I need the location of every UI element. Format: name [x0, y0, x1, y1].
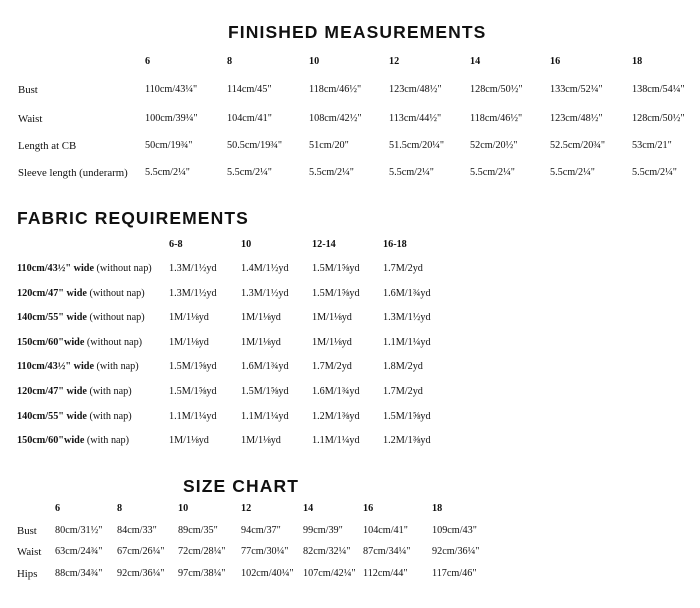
table-cell: 118cm/46½" [309, 84, 362, 95]
table-cell: 50cm/19¾" [145, 140, 193, 151]
size-header: 12-14 [312, 239, 336, 250]
table-cell: 1.3M/1½yd [241, 288, 289, 299]
size-header: 6 [55, 503, 61, 514]
table-cell: 5.5cm/2¼" [550, 167, 595, 178]
table-cell: 107cm/42¼" [303, 568, 356, 579]
table-cell: 92cm/36¼" [432, 546, 480, 557]
nap-note: (without nap) [93, 263, 152, 274]
table-cell: 1.5M/1⅝yd [241, 386, 289, 397]
table-cell: 1.5M/1⅝yd [312, 288, 360, 299]
table-cell: 1M/1⅛yd [241, 435, 281, 446]
nap-note: (without nap) [84, 337, 143, 348]
size-chart-title: SIZE CHART [183, 476, 299, 496]
table-cell: 50.5cm/19¾" [227, 140, 283, 151]
table-cell: 1.3M/1½yd [169, 263, 217, 274]
fabric-requirements-title: FABRIC REQUIREMENTS [17, 208, 249, 228]
table-cell: 109cm/43" [432, 525, 477, 536]
size-header: 10 [241, 239, 252, 250]
table-cell: 118cm/46½" [470, 113, 523, 124]
table-cell: 133cm/52¼" [550, 84, 603, 95]
table-cell: 1.5M/1⅝yd [169, 361, 217, 372]
fabric-label [17, 263, 152, 275]
fabric-label [17, 386, 132, 398]
nap-note: (with nap) [84, 435, 130, 446]
table-cell: 84cm/33" [117, 525, 157, 536]
size-header: 6-8 [169, 239, 183, 250]
table-cell: 114cm/45" [227, 84, 272, 95]
table-cell: 113cm/44½" [389, 113, 442, 124]
table-cell: 67cm/26¼" [117, 546, 165, 557]
size-header: 14 [470, 56, 481, 67]
table-cell: 51.5cm/20¼" [389, 140, 445, 151]
table-cell: 1.6M/1¾yd [383, 288, 431, 299]
size-header: 10 [178, 503, 189, 514]
table-cell: 1.6M/1¾yd [312, 386, 360, 397]
fabric-width: 120cm/47" wide [17, 386, 87, 397]
table-cell: 52.5cm/20¾" [550, 140, 606, 151]
fabric-width: 110cm/43½" wide [17, 361, 94, 372]
table-cell: 92cm/36¼" [117, 568, 165, 579]
size-header: 16-18 [383, 239, 407, 250]
fabric-width: 150cm/60"wide [17, 435, 85, 446]
table-cell: 1.3M/1½yd [383, 312, 431, 323]
table-cell: 112cm/44" [363, 568, 408, 579]
table-cell: 104cm/41" [227, 113, 272, 124]
table-cell: 1.1M/1¼yd [241, 411, 289, 422]
size-header: 16 [363, 503, 374, 514]
fabric-label [17, 435, 129, 447]
fabric-label [17, 288, 145, 300]
table-cell: 1.3M/1½yd [169, 288, 217, 299]
table-cell: 102cm/40¼" [241, 568, 294, 579]
table-cell: 138cm/54¼" [632, 84, 685, 95]
table-cell: 110cm/43¼" [145, 84, 198, 95]
table-cell: 89cm/35" [178, 525, 218, 536]
size-header: 12 [241, 503, 252, 514]
size-header: 18 [632, 56, 643, 67]
nap-note: (with nap) [86, 411, 132, 422]
row-label: Bust [18, 84, 38, 96]
table-cell: 99cm/39" [303, 525, 343, 536]
nap-note: (without nap) [86, 312, 145, 323]
fabric-label [17, 312, 145, 324]
table-cell: 52cm/20½" [470, 140, 518, 151]
row-label: Sleeve length (underarm) [18, 167, 128, 179]
size-header: 14 [303, 503, 314, 514]
row-label: Waist [17, 546, 42, 558]
table-cell: 1M/1⅛yd [169, 337, 209, 348]
table-cell: 51cm/20" [309, 140, 349, 151]
table-cell: 1.2M/1⅜yd [383, 435, 431, 446]
table-cell: 104cm/41" [363, 525, 408, 536]
table-cell: 63cm/24¾" [55, 546, 103, 557]
table-cell: 53cm/21" [632, 140, 672, 151]
table-cell: 123cm/48½" [550, 113, 603, 124]
size-header: 18 [432, 503, 443, 514]
table-cell: 87cm/34¼" [363, 546, 411, 557]
table-cell: 1.1M/1¼yd [312, 435, 360, 446]
table-cell: 80cm/31½" [55, 525, 103, 536]
table-cell: 1.1M/1¼yd [383, 337, 431, 348]
table-cell: 5.5cm/2¼" [227, 167, 272, 178]
size-header: 6 [145, 56, 151, 67]
size-header: 12 [389, 56, 400, 67]
nap-note: (with nap) [86, 386, 132, 397]
fabric-width: 110cm/43½" wide [17, 263, 94, 274]
table-cell: 82cm/32¼" [303, 546, 351, 557]
table-cell: 1.7M/2yd [312, 361, 352, 372]
table-cell: 94cm/37" [241, 525, 281, 536]
table-cell: 1.4M/1½yd [241, 263, 289, 274]
finished-measurements-title: FINISHED MEASUREMENTS [228, 22, 487, 42]
table-cell: 5.5cm/2¼" [470, 167, 515, 178]
nap-note: (without nap) [86, 288, 145, 299]
table-cell: 1.8M/2yd [383, 361, 423, 372]
table-cell: 117cm/46" [432, 568, 477, 579]
table-cell: 5.5cm/2¼" [145, 167, 190, 178]
table-cell: 5.5cm/2¼" [632, 167, 677, 178]
table-cell: 100cm/39¼" [145, 113, 198, 124]
size-header: 8 [117, 503, 123, 514]
table-cell: 1.6M/1¾yd [241, 361, 289, 372]
table-cell: 1M/1⅛yd [241, 312, 281, 323]
table-cell: 128cm/50½" [470, 84, 523, 95]
table-cell: 1.5M/1⅝yd [169, 386, 217, 397]
table-cell: 1.7M/2yd [383, 386, 423, 397]
table-cell: 97cm/38¼" [178, 568, 226, 579]
size-header: 10 [309, 56, 320, 67]
fabric-label [17, 411, 132, 423]
fabric-label [17, 361, 139, 373]
fabric-width: 120cm/47" wide [17, 288, 87, 299]
table-cell: 1.5M/1⅝yd [312, 263, 360, 274]
table-cell: 1.5M/1⅝yd [383, 411, 431, 422]
table-cell: 5.5cm/2¼" [309, 167, 354, 178]
table-cell: 108cm/42½" [309, 113, 362, 124]
table-cell: 1M/1⅛yd [169, 312, 209, 323]
row-label: Length at CB [18, 140, 77, 152]
row-label: Bust [17, 525, 37, 537]
table-cell: 77cm/30¼" [241, 546, 289, 557]
row-label: Waist [18, 113, 43, 125]
table-cell: 1M/1⅛yd [241, 337, 281, 348]
table-cell: 128cm/50½" [632, 113, 685, 124]
table-cell: 1M/1⅛yd [169, 435, 209, 446]
size-header: 16 [550, 56, 561, 67]
table-cell: 123cm/48½" [389, 84, 442, 95]
table-cell: 5.5cm/2¼" [389, 167, 434, 178]
table-cell: 72cm/28¼" [178, 546, 226, 557]
fabric-width: 140cm/55" wide [17, 312, 87, 323]
fabric-label [17, 337, 142, 349]
table-cell: 1.2M/1⅜yd [312, 411, 360, 422]
size-header: 8 [227, 56, 233, 67]
table-cell: 88cm/34¾" [55, 568, 103, 579]
table-cell: 1M/1⅛yd [312, 312, 352, 323]
table-cell: 1.1M/1¼yd [169, 411, 217, 422]
table-cell: 1.7M/2yd [383, 263, 423, 274]
fabric-width: 140cm/55" wide [17, 411, 87, 422]
fabric-width: 150cm/60"wide [17, 337, 85, 348]
table-cell: 1M/1⅛yd [312, 337, 352, 348]
row-label: Hips [17, 568, 38, 580]
nap-note: (with nap) [93, 361, 139, 372]
